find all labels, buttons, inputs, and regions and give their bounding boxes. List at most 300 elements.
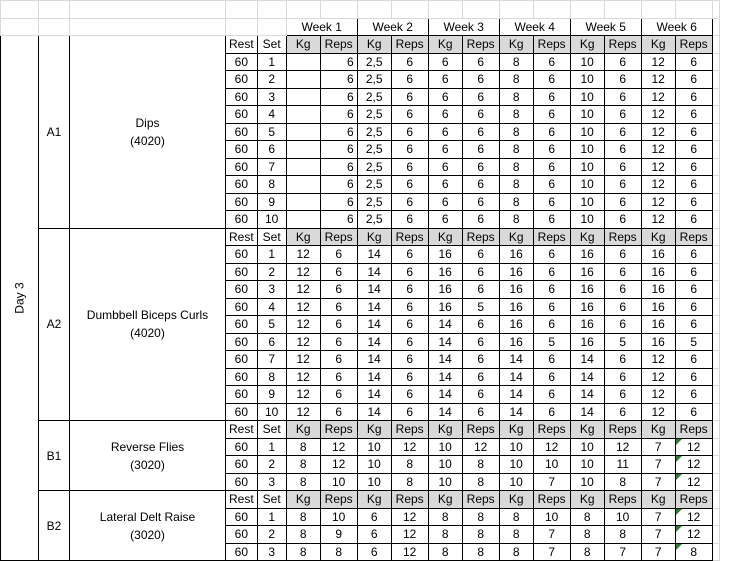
kg-value: 2,5: [357, 211, 391, 229]
blank-cell: [226, 18, 258, 36]
reps-value: 6: [675, 263, 712, 281]
reps-header: Reps: [604, 36, 641, 54]
reps-value: 6: [320, 106, 357, 124]
reps-value: 10: [533, 456, 570, 474]
reps-header: Reps: [533, 228, 570, 246]
kg-value: 14: [499, 368, 533, 386]
kg-header: Kg: [286, 421, 320, 439]
reps-value: 8: [391, 473, 428, 491]
kg-value: 16: [499, 263, 533, 281]
reps-value: 6: [604, 298, 641, 316]
reps-value: 12: [391, 508, 428, 526]
kg-value: 12: [641, 386, 675, 404]
blank-cell: [712, 123, 719, 141]
reps-value: 6: [320, 123, 357, 141]
reps-value: 6: [675, 211, 712, 229]
reps-value: 6: [320, 246, 357, 264]
rest-value: 60: [226, 351, 258, 369]
kg-value: 12: [641, 141, 675, 159]
reps-value: 6: [533, 386, 570, 404]
reps-header: Reps: [462, 36, 499, 54]
kg-value: 10: [570, 473, 604, 491]
reps-value: 6: [462, 88, 499, 106]
reps-value: 6: [533, 176, 570, 194]
reps-value: 6: [462, 246, 499, 264]
kg-header: Kg: [499, 36, 533, 54]
kg-value: 10: [570, 71, 604, 89]
reps-value: 6: [462, 158, 499, 176]
reps-value: 6: [533, 88, 570, 106]
set-value: 5: [257, 316, 286, 334]
reps-value: 6: [462, 106, 499, 124]
kg-header: Kg: [570, 491, 604, 509]
kg-value: 10: [570, 211, 604, 229]
reps-value: 6: [320, 281, 357, 299]
kg-value: 16: [641, 281, 675, 299]
rest-value: 60: [226, 123, 258, 141]
reps-value: 8: [675, 543, 712, 561]
reps-value: 8: [320, 543, 357, 561]
kg-value: 12: [641, 158, 675, 176]
reps-value: 7: [533, 543, 570, 561]
set-value: 1: [257, 508, 286, 526]
kg-header: Kg: [428, 228, 462, 246]
reps-value: 6: [391, 281, 428, 299]
reps-value: 6: [675, 193, 712, 211]
blank-cell: [712, 473, 719, 491]
kg-value: 10: [570, 88, 604, 106]
set-value: 7: [257, 158, 286, 176]
kg-value: 8: [499, 176, 533, 194]
exercise-name-cell: [70, 491, 226, 561]
reps-value: 6: [320, 211, 357, 229]
week-header-2: Week 2: [357, 18, 428, 36]
rest-value: 60: [226, 53, 258, 71]
rest-value: 60: [226, 158, 258, 176]
reps-value: 8: [462, 543, 499, 561]
kg-value: 7: [641, 508, 675, 526]
kg-value: 16: [499, 316, 533, 334]
reps-value: 6: [462, 53, 499, 71]
kg-value: 6: [428, 53, 462, 71]
reps-value: 6: [604, 53, 641, 71]
kg-value: 2,5: [357, 88, 391, 106]
reps-header: Reps: [604, 421, 641, 439]
kg-value: 12: [286, 403, 320, 421]
blank-cell: [712, 403, 719, 421]
kg-value: 16: [499, 333, 533, 351]
set-value: 5: [257, 123, 286, 141]
set-value: 8: [257, 368, 286, 386]
reps-header: Reps: [533, 491, 570, 509]
kg-value: 12: [641, 351, 675, 369]
kg-value: 8: [428, 543, 462, 561]
exercise-name: Dumbbell Biceps Curls: [86, 308, 209, 323]
reps-value: 12: [675, 456, 712, 474]
kg-value: 7: [641, 456, 675, 474]
kg-value: 16: [570, 316, 604, 334]
reps-value: 6: [391, 176, 428, 194]
set-value: 10: [257, 403, 286, 421]
kg-value: 6: [357, 526, 391, 544]
reps-value: 6: [462, 263, 499, 281]
exercise-code: B1: [39, 421, 70, 491]
reps-value: 6: [462, 141, 499, 159]
reps-value: 6: [675, 298, 712, 316]
blank-cell: [604, 1, 641, 19]
reps-value: 6: [391, 351, 428, 369]
kg-value: 10: [499, 456, 533, 474]
reps-value: 12: [462, 438, 499, 456]
kg-value: 16: [641, 333, 675, 351]
reps-value: 6: [391, 123, 428, 141]
reps-value: 6: [320, 263, 357, 281]
blank-cell: [712, 211, 719, 229]
reps-value: 8: [462, 526, 499, 544]
reps-value: 6: [391, 368, 428, 386]
reps-value: 5: [462, 298, 499, 316]
kg-value: 12: [286, 281, 320, 299]
set-value: 4: [257, 106, 286, 124]
kg-value: 6: [357, 543, 391, 561]
exercise-header-row: [1, 36, 720, 54]
kg-value: [286, 53, 320, 71]
exercise-name: Lateral Delt Raise: [99, 509, 196, 524]
blank-cell: [712, 176, 719, 194]
kg-value: [286, 71, 320, 89]
kg-value: 14: [357, 351, 391, 369]
kg-value: 10: [570, 141, 604, 159]
reps-value: 6: [462, 123, 499, 141]
kg-header: Kg: [286, 228, 320, 246]
reps-header: Reps: [391, 421, 428, 439]
rest-value: 60: [226, 333, 258, 351]
reps-value: 6: [462, 333, 499, 351]
blank-cell: [712, 71, 719, 89]
kg-value: 6: [428, 123, 462, 141]
exercise-tempo: (3020): [130, 527, 165, 542]
reps-value: 6: [320, 403, 357, 421]
reps-value: 5: [533, 333, 570, 351]
reps-value: 12: [391, 526, 428, 544]
reps-value: 7: [533, 526, 570, 544]
set-value: 6: [257, 141, 286, 159]
kg-value: 12: [641, 53, 675, 71]
rest-value: 60: [226, 246, 258, 264]
reps-value: 6: [320, 88, 357, 106]
set-header: Set: [257, 228, 286, 246]
kg-value: 6: [428, 141, 462, 159]
reps-value: 6: [462, 351, 499, 369]
kg-value: 8: [499, 123, 533, 141]
kg-value: 6: [428, 158, 462, 176]
rest-value: 60: [226, 508, 258, 526]
kg-value: 12: [641, 71, 675, 89]
set-value: 3: [257, 88, 286, 106]
kg-value: [286, 88, 320, 106]
reps-value: 6: [675, 316, 712, 334]
blank-cell: [1, 18, 39, 36]
kg-header: Kg: [570, 36, 604, 54]
reps-header: Reps: [462, 228, 499, 246]
kg-value: 10: [357, 456, 391, 474]
blank-cell: [712, 333, 719, 351]
kg-value: 8: [286, 508, 320, 526]
reps-value: 9: [320, 526, 357, 544]
kg-value: 16: [499, 281, 533, 299]
kg-value: [286, 141, 320, 159]
kg-header: Kg: [641, 421, 675, 439]
exercise-header-row: [1, 421, 720, 439]
reps-value: 6: [462, 368, 499, 386]
kg-header: Kg: [428, 491, 462, 509]
reps-value: 6: [320, 333, 357, 351]
reps-value: 6: [604, 386, 641, 404]
blank-cell: [357, 1, 391, 19]
kg-value: 16: [570, 333, 604, 351]
day-label-cell: [1, 36, 39, 561]
reps-value: 6: [604, 281, 641, 299]
kg-value: 2,5: [357, 158, 391, 176]
blank-cell: [712, 36, 719, 54]
reps-header: Reps: [533, 36, 570, 54]
kg-value: 2,5: [357, 53, 391, 71]
reps-value: 7: [533, 473, 570, 491]
exercise-name-cell: [70, 421, 226, 491]
kg-value: 12: [286, 246, 320, 264]
blank-cell: [712, 438, 719, 456]
kg-value: 12: [641, 176, 675, 194]
reps-value: 6: [533, 141, 570, 159]
blank-cell: [391, 1, 428, 19]
exercise-name: Reverse Flies: [110, 439, 185, 454]
set-header: Set: [257, 421, 286, 439]
kg-value: 12: [641, 211, 675, 229]
rest-header: Rest: [226, 421, 258, 439]
kg-value: 8: [286, 438, 320, 456]
rest-value: 60: [226, 386, 258, 404]
reps-value: 12: [320, 456, 357, 474]
reps-value: 6: [675, 246, 712, 264]
reps-value: 6: [320, 158, 357, 176]
exercise-tempo: (3020): [130, 457, 165, 472]
reps-value: 6: [391, 386, 428, 404]
reps-value: 6: [320, 351, 357, 369]
kg-value: 14: [357, 281, 391, 299]
kg-value: 14: [499, 386, 533, 404]
set-header: Set: [257, 36, 286, 54]
exercise-name-cell: [70, 36, 226, 229]
kg-value: 6: [428, 176, 462, 194]
kg-value: 6: [428, 193, 462, 211]
reps-value: 6: [675, 106, 712, 124]
reps-value: 12: [675, 508, 712, 526]
kg-value: 12: [286, 316, 320, 334]
blank-cell: [39, 1, 70, 19]
reps-header: Reps: [320, 491, 357, 509]
kg-value: 8: [570, 526, 604, 544]
kg-value: 7: [641, 526, 675, 544]
kg-value: 8: [499, 193, 533, 211]
blank-cell: [712, 281, 719, 299]
reps-value: 8: [462, 473, 499, 491]
reps-value: 6: [533, 106, 570, 124]
blank-cell: [712, 263, 719, 281]
rest-value: 60: [226, 71, 258, 89]
kg-value: 14: [357, 246, 391, 264]
kg-value: 10: [357, 438, 391, 456]
set-value: 2: [257, 263, 286, 281]
blank-cell: [712, 158, 719, 176]
set-value: 2: [257, 71, 286, 89]
rest-header: Rest: [226, 228, 258, 246]
blank-cell: [712, 106, 719, 124]
kg-value: 14: [428, 316, 462, 334]
rest-value: 60: [226, 141, 258, 159]
rest-value: 60: [226, 316, 258, 334]
reps-header: Reps: [462, 491, 499, 509]
rest-header: Rest: [226, 491, 258, 509]
reps-value: 6: [462, 386, 499, 404]
rest-header: Rest: [226, 36, 258, 54]
kg-value: 10: [499, 473, 533, 491]
kg-value: 16: [499, 298, 533, 316]
kg-value: 16: [570, 298, 604, 316]
reps-value: 8: [604, 526, 641, 544]
set-value: 8: [257, 176, 286, 194]
kg-header: Kg: [286, 36, 320, 54]
blank-cell: [712, 368, 719, 386]
kg-header: Kg: [286, 491, 320, 509]
kg-value: 12: [286, 263, 320, 281]
kg-value: 12: [641, 403, 675, 421]
reps-header: Reps: [675, 228, 712, 246]
set-value: 6: [257, 333, 286, 351]
kg-value: [286, 193, 320, 211]
reps-value: 12: [533, 438, 570, 456]
reps-value: 6: [462, 71, 499, 89]
kg-value: 10: [499, 438, 533, 456]
kg-value: 8: [499, 508, 533, 526]
reps-value: 8: [462, 456, 499, 474]
blank-cell: [712, 316, 719, 334]
kg-value: 12: [286, 368, 320, 386]
blank-cell: [1, 1, 39, 19]
blank-cell: [712, 421, 719, 439]
kg-value: 14: [499, 403, 533, 421]
reps-value: 6: [462, 176, 499, 194]
set-value: 3: [257, 281, 286, 299]
exercise-code: B2: [39, 491, 70, 561]
reps-value: 7: [604, 543, 641, 561]
blank-cell: [570, 1, 604, 19]
kg-value: 16: [641, 316, 675, 334]
kg-value: 8: [499, 211, 533, 229]
kg-header: Kg: [570, 228, 604, 246]
kg-value: 8: [499, 106, 533, 124]
reps-value: 6: [533, 193, 570, 211]
week-header-4: Week 4: [499, 18, 570, 36]
reps-value: 6: [533, 53, 570, 71]
reps-value: 6: [462, 193, 499, 211]
blank-cell: [428, 1, 462, 19]
kg-value: 10: [570, 456, 604, 474]
kg-value: 12: [286, 351, 320, 369]
blank-cell: [712, 456, 719, 474]
kg-value: 8: [499, 88, 533, 106]
kg-value: 8: [499, 141, 533, 159]
reps-value: 6: [533, 281, 570, 299]
reps-value: 6: [320, 368, 357, 386]
blank-cell: [257, 18, 286, 36]
kg-value: 8: [286, 456, 320, 474]
blank-row: [1, 1, 720, 19]
reps-value: 6: [604, 106, 641, 124]
kg-value: 2,5: [357, 141, 391, 159]
blank-cell: [712, 193, 719, 211]
kg-value: 12: [641, 106, 675, 124]
reps-value: 6: [675, 368, 712, 386]
kg-value: 12: [286, 298, 320, 316]
kg-header: Kg: [641, 228, 675, 246]
reps-value: 6: [604, 351, 641, 369]
kg-header: Kg: [499, 421, 533, 439]
reps-value: 6: [320, 316, 357, 334]
kg-value: 14: [357, 386, 391, 404]
reps-value: 6: [462, 211, 499, 229]
blank-cell: [39, 18, 70, 36]
kg-header: Kg: [428, 36, 462, 54]
set-value: 9: [257, 193, 286, 211]
reps-value: 6: [391, 88, 428, 106]
kg-value: 16: [641, 263, 675, 281]
kg-value: 12: [286, 333, 320, 351]
reps-value: 6: [604, 88, 641, 106]
set-value: 2: [257, 526, 286, 544]
rest-value: 60: [226, 106, 258, 124]
reps-header: Reps: [320, 36, 357, 54]
kg-value: [286, 158, 320, 176]
kg-value: 14: [428, 333, 462, 351]
reps-value: 6: [604, 368, 641, 386]
blank-cell: [226, 1, 258, 19]
reps-value: 6: [604, 71, 641, 89]
kg-value: 6: [428, 106, 462, 124]
kg-value: 8: [499, 71, 533, 89]
week-header-1: Week 1: [286, 18, 357, 36]
exercise-name: Dips: [135, 115, 160, 130]
kg-value: 16: [428, 246, 462, 264]
reps-value: 6: [675, 123, 712, 141]
reps-value: 6: [533, 351, 570, 369]
reps-value: 6: [675, 71, 712, 89]
kg-value: 6: [357, 508, 391, 526]
kg-value: 10: [570, 176, 604, 194]
reps-value: 6: [391, 246, 428, 264]
reps-value: 6: [604, 263, 641, 281]
set-value: 3: [257, 543, 286, 561]
reps-header: Reps: [462, 421, 499, 439]
rest-value: 60: [226, 211, 258, 229]
kg-value: 6: [428, 88, 462, 106]
exercise-name-cell: [70, 228, 226, 421]
kg-value: 12: [286, 386, 320, 404]
kg-header: Kg: [499, 491, 533, 509]
blank-cell: [712, 386, 719, 404]
reps-value: 6: [675, 351, 712, 369]
reps-value: 12: [675, 473, 712, 491]
kg-value: 14: [428, 351, 462, 369]
